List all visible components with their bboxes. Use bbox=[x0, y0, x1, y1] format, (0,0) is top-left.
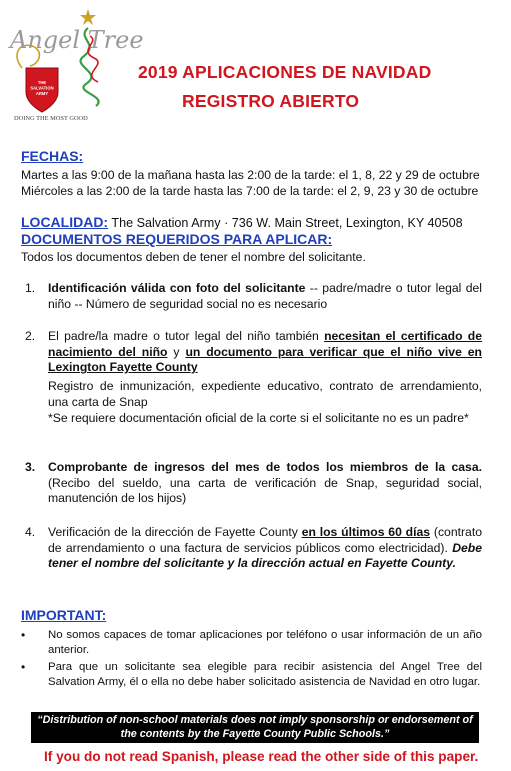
page-title: 2019 APLICACIONES DE NAVIDAD bbox=[138, 62, 432, 82]
item-3-number: 3. bbox=[25, 460, 36, 474]
important-bullet-2: Para que un solicitante sea elegible para recibir asistencia del Angel Tree del Salvation Army, él o ella no debe haber solicitado asistencia de Navidad en otro lugar. bbox=[48, 661, 482, 688]
item-3-rest: (Recibo del sueldo, una carta de verificación de Snap, seguridad social, manutención de los hijos) bbox=[48, 475, 482, 506]
localidad-row bbox=[21, 214, 463, 230]
documentos-intro: Todos los documentos deben de tener el nombre del solicitante. bbox=[21, 250, 366, 264]
localidad-address: The Salvation Army · 736 W. Main Street, Lexington, KY 40508 bbox=[111, 216, 463, 230]
item-2-part-2: y bbox=[167, 344, 186, 359]
item-2-part-1: El padre/la madre o tutor legal del niño también bbox=[48, 329, 325, 343]
item-2-residence-document: un documento para verificar que el niño vive en Lexington Fayette County bbox=[48, 344, 482, 375]
fechas-line-1: Martes a las 9:00 de la mañana hasta las 2:00 de la tarde: el 1, 8, 22 y 29 de octubre bbox=[21, 168, 480, 182]
item-2-birth-certificate: necesitan el certificado de nacimiento del niño bbox=[48, 329, 482, 359]
documentos-heading: DOCUMENTOS REQUERIDOS PARA APLICAR: bbox=[21, 231, 333, 247]
item-1-text bbox=[48, 281, 482, 312]
important-bullet-1: No somos capaces de tomar aplicaciones por teléfono o usar información de un año anterior. bbox=[48, 629, 482, 656]
logo-tagline: DOING THE MOST GOOD bbox=[14, 115, 88, 122]
item-4-part-1: Verificación de la dirección de Fayette County bbox=[48, 525, 302, 539]
item-2-text bbox=[48, 329, 482, 376]
bullet-dot: • bbox=[21, 660, 26, 674]
page-subtitle: REGISTRO ABIERTO bbox=[182, 91, 360, 111]
bullet-dot: • bbox=[21, 628, 26, 642]
item-1-number: 1. bbox=[25, 281, 36, 295]
item-3-bold: Comprobante de ingresos del mes de todos los miembros de la casa. bbox=[48, 460, 482, 474]
item-3-text bbox=[48, 460, 482, 507]
localidad-heading: LOCALIDAD: bbox=[21, 214, 109, 230]
footer-note: If you do not read Spanish, please read the other side of this paper. bbox=[44, 749, 479, 764]
item-1-bold: Identificación válida con foto del solicitante bbox=[48, 281, 306, 295]
item-4-requirement: Debe tener el nombre del solicitante y la dirección actual en Fayette County. bbox=[48, 540, 482, 571]
item-4-text bbox=[48, 525, 482, 572]
important-heading: IMPORTANT: bbox=[21, 607, 107, 623]
item-1-rest: -- padre/madre o tutor legal del niño -- Número de seguridad social no es necesario bbox=[48, 281, 482, 311]
item-2-court-note: *Se requiere documentación oficial de la corte si el solicitante no es un padre* bbox=[48, 411, 469, 425]
item-4-part-2: (contrato de arrendamiento o una factura de servicios públicos como electricidad). bbox=[48, 525, 482, 555]
item-4-60-days: en los últimos 60 días bbox=[301, 525, 431, 539]
shield-text: THE SALVATION ARMY bbox=[30, 80, 54, 96]
logo-script-text: Angel Tree bbox=[10, 26, 144, 54]
angel-tree-logo bbox=[4, 6, 144, 124]
item-2-examples: Registro de inmunización, expediente educativo, contrato de arrendamiento, una carta de Snap bbox=[48, 379, 482, 409]
star-icon bbox=[80, 9, 96, 25]
disclaimer-box: “Distribution of non-school materials does not imply sponsorship or endorsement of the contents by the Fayette County Public Schools.” bbox=[31, 712, 479, 743]
fechas-line-2: Miércoles a las 2:00 de la tarde hasta las 7:00 de la tarde: el 2, 9, 23 y 30 de octubre bbox=[21, 184, 479, 198]
fechas-heading: FECHAS: bbox=[21, 148, 84, 164]
item-2-number: 2. bbox=[25, 329, 36, 343]
item-4-number: 4. bbox=[25, 525, 36, 539]
